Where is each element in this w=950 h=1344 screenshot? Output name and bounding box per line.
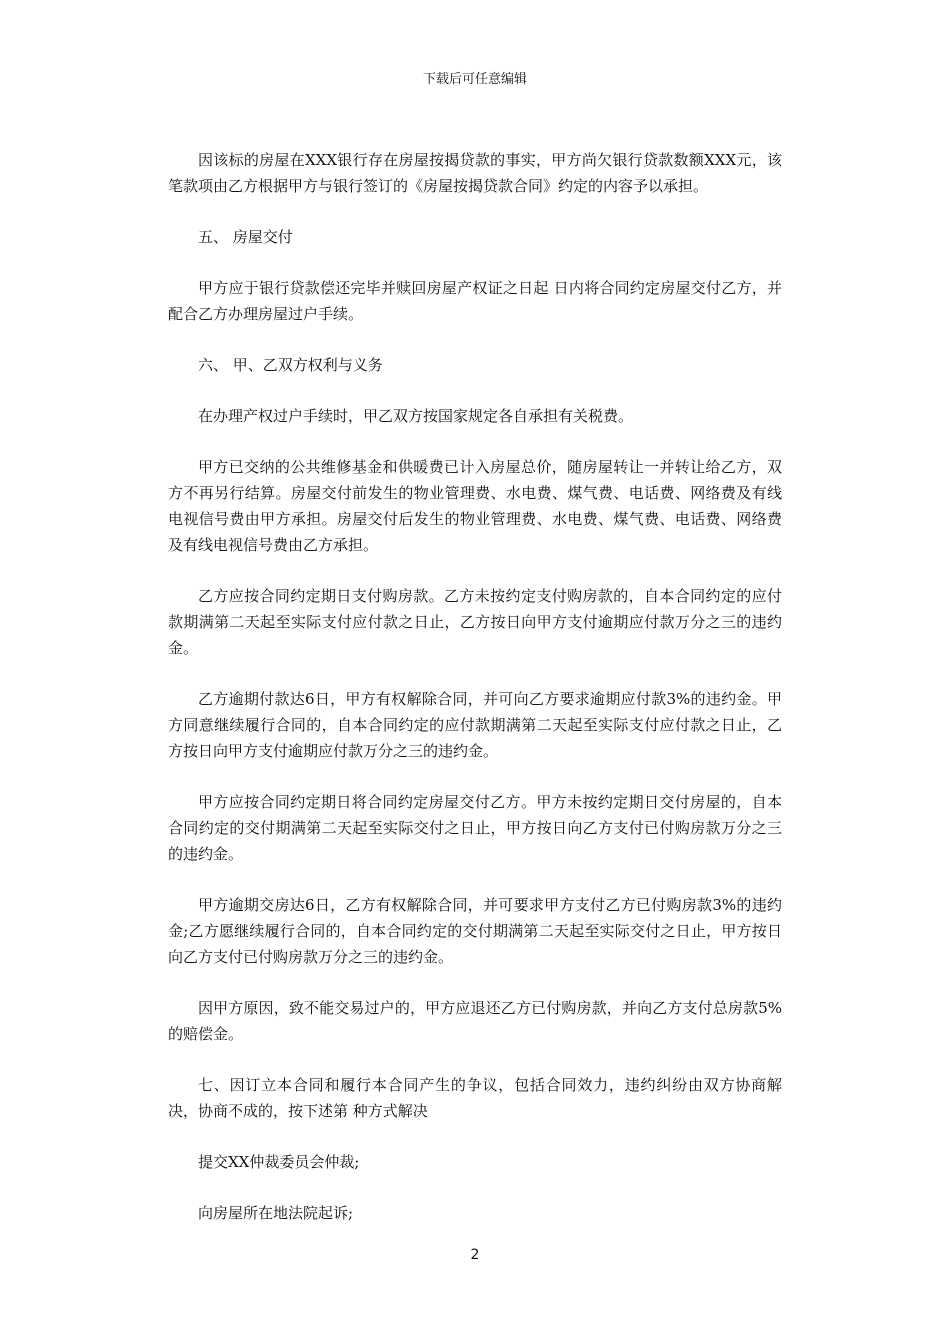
- paragraph-transfer-failure: 因甲方原因，致不能交易过户的，甲方应退还乙方已付购房款，并向乙方支付总房款5%的赔偿金。: [168, 999, 782, 1043]
- paragraph-delivery-terms: 甲方应于银行贷款偿还完毕并赎回房屋产权证之日起 日内将合同约定房屋交付乙方，并配合乙方办理房屋过户手续。: [168, 279, 782, 323]
- section-heading-delivery: 五、 房屋交付: [198, 228, 293, 246]
- option-arbitration: 提交XX仲裁委员会仲裁;: [198, 1153, 360, 1171]
- page-header: 下载后可任意编辑: [422, 72, 527, 87]
- paragraph-buyer-payment: 乙方应按合同约定期日支付购房款。乙方未按约定支付购房款的，自本合同约定的应付款期满第二天起至实际支付应付款之日止，乙方按日向甲方支付逾期应付款万分之三的违约金。: [168, 587, 782, 657]
- document-body: [168, 147, 782, 1226]
- option-litigation: 向房屋所在地法院起诉;: [198, 1204, 354, 1222]
- paragraph-taxes: 在办理产权过户手续时，甲乙双方按国家规定各自承担有关税费。: [198, 407, 634, 425]
- paragraph-seller-delivery: 甲方应按合同约定期日将合同约定房屋交付乙方。甲方未按约定期日交付房屋的，自本合同约定的交付期满第二天起至实际交付之日止，甲方按日向乙方支付已付购房款万分之三的违约金。: [168, 793, 782, 863]
- paragraph-mortgage-loan: 因该标的房屋在XXX银行存在房屋按揭贷款的事实，甲方尚欠银行贷款数额XXX元，该笔款项由乙方根据甲方与银行签订的《房屋按揭贷款合同》约定的内容予以承担。: [168, 151, 782, 195]
- section-dispute-resolution: 七、因订立本合同和履行本合同产生的争议，包括合同效力，违约纠纷由双方协商解决，协商不成的，按下述第 种方式解决: [168, 1076, 782, 1120]
- paragraph-seller-late-delivery: 甲方逾期交房达6日，乙方有权解除合同，并可要求甲方支付乙方已付购房款3%的违约金;乙方愿继续履行合同的，自本合同约定的交付期满第二天起至实际交付之日止，甲方按日向乙方支付已付购房款万分之三的违约金。: [168, 896, 782, 966]
- section-heading-rights-obligations: 六、 甲、乙双方权利与义务: [198, 356, 383, 374]
- page-number: 2: [470, 1247, 480, 1263]
- paragraph-fees: 甲方已交纳的公共维修基金和供暖费已计入房屋总价，随房屋转让一并转让给乙方，双方不再另行结算。房屋交付前发生的物业管理费、水电费、煤气费、电话费、网络费及有线电视信号费由甲方承担。房屋交付后发生的物业管理费、水电费、煤气费、电话费、网络费及有线电视信号费由乙方承担。: [168, 458, 782, 554]
- paragraph-buyer-late-payment: 乙方逾期付款达6日，甲方有权解除合同，并可向乙方要求逾期应付款3%的违约金。甲方同意继续履行合同的，自本合同约定的应付款期满第二天起至实际支付应付款之日止，乙方按日向甲方支付逾期应付款万分之三的违约金。: [168, 690, 782, 760]
